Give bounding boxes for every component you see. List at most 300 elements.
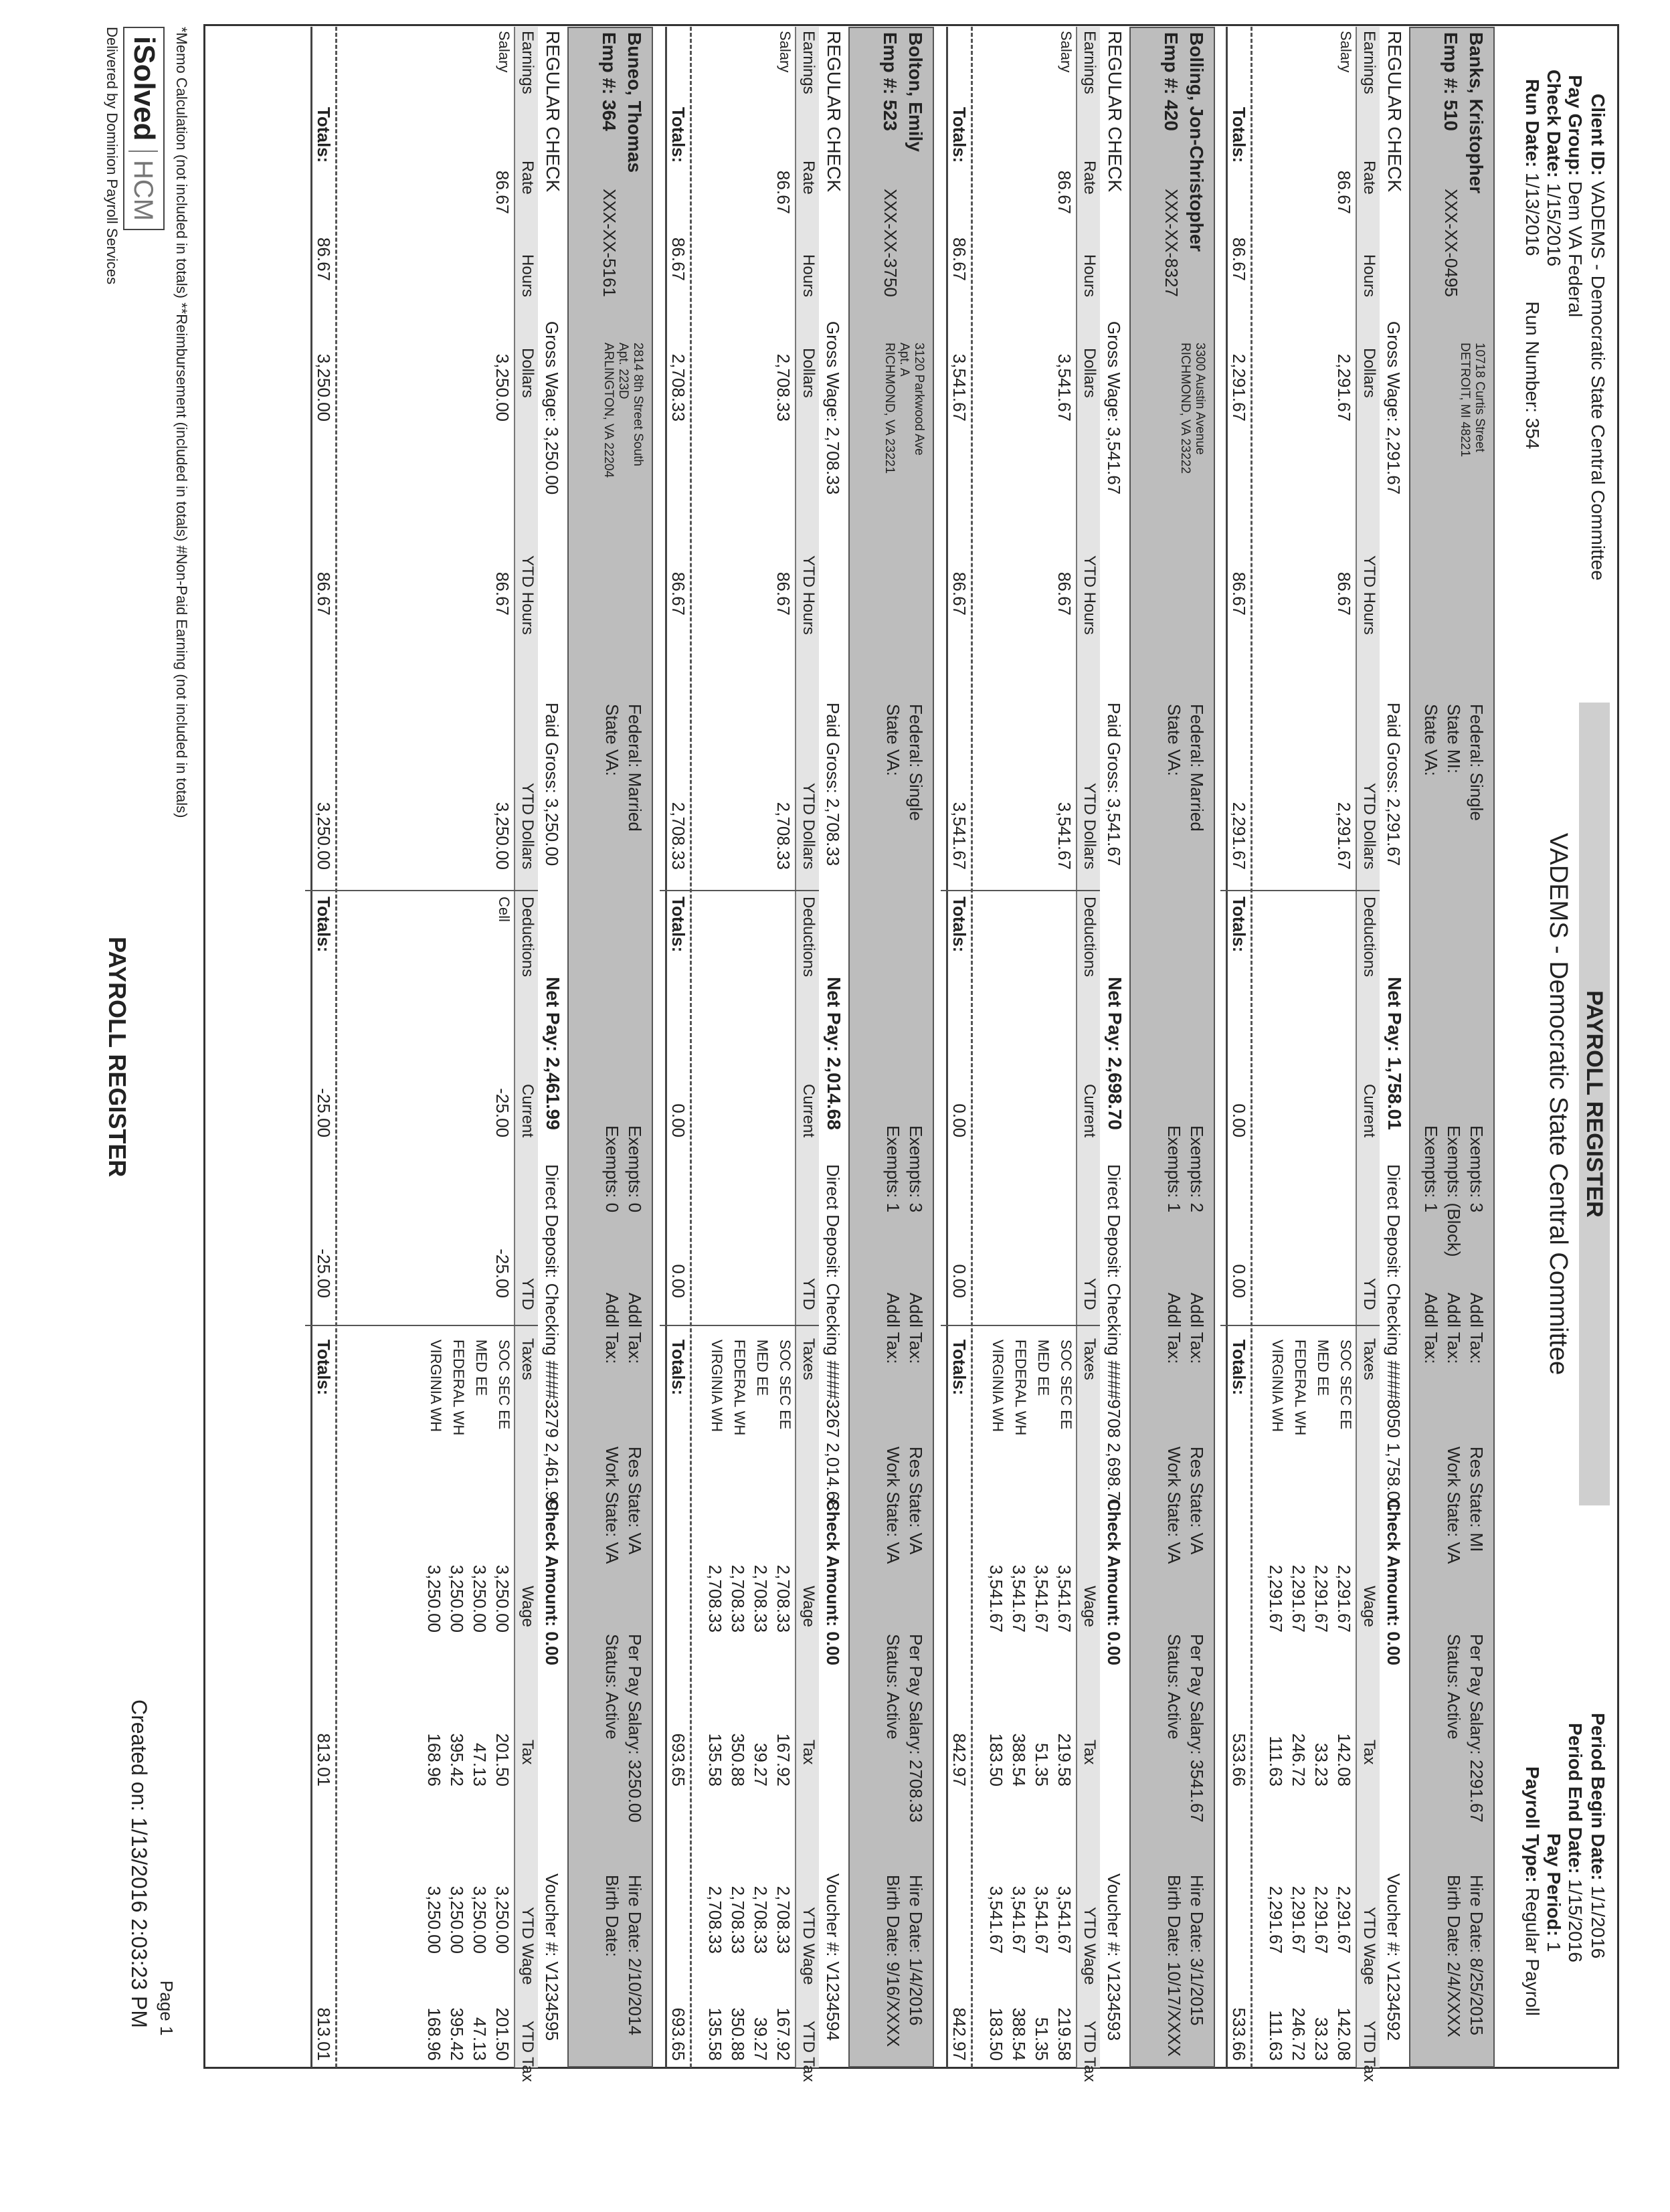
employee-ssn: XXX-XX-3750 xyxy=(880,189,901,297)
tax-name: MED EE xyxy=(473,1340,490,1396)
tax-wage: 3,250.00 xyxy=(470,1564,490,1633)
address-line: 2814 8th Street South xyxy=(631,343,645,466)
logo-main-text: iSolved xyxy=(128,36,161,141)
period-begin-value: 1/1/2016 xyxy=(1588,1885,1608,1959)
column-divider xyxy=(660,1325,819,1326)
run-date-row xyxy=(1521,79,1543,449)
totals-hours: 86.67 xyxy=(314,237,334,281)
ytd-header: YTD xyxy=(1081,1278,1099,1310)
res-state: Res State: VA xyxy=(906,1447,926,1555)
tax-wage: 3,541.67 xyxy=(1009,1564,1029,1633)
tax-wage: 3,250.00 xyxy=(447,1564,467,1633)
earn-ytd-dollars: 3,541.67 xyxy=(1054,802,1075,870)
tax-wage: 3,541.67 xyxy=(1032,1564,1052,1633)
tax-ytd-tax: 246.72 xyxy=(1289,2007,1309,2061)
totals-ytd-hours: 86.67 xyxy=(949,571,969,616)
column-header-row xyxy=(1076,27,1100,2082)
earn-rate: 86.67 xyxy=(1334,170,1354,214)
totals-dollars: 2,291.67 xyxy=(1229,353,1249,422)
rate-header: Rate xyxy=(1081,161,1099,195)
column-divider xyxy=(941,890,1100,891)
tax-ytd-tax: 183.50 xyxy=(986,2007,1006,2061)
employee-header xyxy=(567,27,653,2067)
deductions-header: Deductions xyxy=(1360,897,1378,978)
employee-block xyxy=(1220,27,1495,2082)
totals-ytd: -25.00 xyxy=(314,1249,334,1298)
address-line: 10718 Curtis Street xyxy=(1473,343,1487,452)
address-line: DETROIT, MI 48221 xyxy=(1458,343,1472,458)
earn-dollars: 3,250.00 xyxy=(492,353,513,422)
hours-header: Hours xyxy=(1360,254,1378,298)
ytd-hours-header: YTD Hours xyxy=(1360,555,1378,635)
tax-header: Tax xyxy=(800,1740,818,1765)
column-divider xyxy=(1220,890,1380,891)
work-state: Work State: VA xyxy=(1444,1447,1464,1564)
run-date-label: Run Date: xyxy=(1522,79,1543,168)
earn-ytd-hours: 86.67 xyxy=(1334,571,1354,616)
deductions-header: Deductions xyxy=(519,897,537,978)
tax-ytd-tax: 135.58 xyxy=(705,2007,725,2061)
column-header-row xyxy=(795,27,819,2082)
tax-ytd-wage: 2,708.33 xyxy=(705,1885,725,1954)
employee-name: Buneo, Thomas xyxy=(624,32,645,173)
payroll-type-value: Regular Payroll xyxy=(1522,1887,1543,2016)
res-state: Res State: VA xyxy=(625,1447,645,1555)
employee-status: Status: Active xyxy=(883,1634,903,1740)
employee-header xyxy=(1409,27,1495,2067)
direct-deposit: Direct Deposit: Checking ####3279 2,461.99 xyxy=(542,1164,562,1511)
employee-number: Emp #: 364 xyxy=(599,32,620,131)
tax-wage: 2,708.33 xyxy=(773,1564,794,1633)
current-header: Current xyxy=(1081,1084,1099,1138)
net-pay: Net Pay: 2,698.70 xyxy=(1105,977,1125,1130)
ytd-tax-header: YTD Tax xyxy=(1360,2021,1378,2082)
client-id-value: VADEMS - Democratic State Central Committee xyxy=(1588,181,1608,581)
tax-ytd-tax: 219.58 xyxy=(1054,2007,1075,2061)
tax-wage: 2,708.33 xyxy=(705,1564,725,1633)
tax-ytd-wage: 2,291.67 xyxy=(1289,1885,1309,1954)
earn-rate: 86.67 xyxy=(492,170,513,214)
wage-header: Wage xyxy=(1360,1586,1378,1627)
current-header: Current xyxy=(1360,1084,1378,1138)
state-line: State VA: xyxy=(883,704,903,776)
work-state: Work State: VA xyxy=(602,1447,622,1564)
net-pay: Net Pay: 1,758.01 xyxy=(1384,977,1405,1130)
dollars-header: Dollars xyxy=(1360,348,1378,398)
employee-name: Bolling, Jon-Christopher xyxy=(1186,32,1207,252)
tax-amount: 350.88 xyxy=(728,1733,748,1786)
paid-gross: Paid Gross: 2,291.67 xyxy=(1384,703,1404,866)
pay-group-value: Dem VA Federal xyxy=(1565,181,1586,318)
employee-block xyxy=(660,27,934,2082)
employee-number: Emp #: 510 xyxy=(1441,32,1461,131)
hire-date: Hire Date: 8/25/2015 xyxy=(1467,1875,1487,2035)
check-date-label: Check Date: xyxy=(1544,70,1564,178)
address-line: Apt. 223D xyxy=(616,343,630,399)
regular-check-row xyxy=(537,27,567,2067)
hours-header: Hours xyxy=(800,254,818,298)
addl-tax: Addl Tax: xyxy=(602,1293,622,1364)
hours-header: Hours xyxy=(1081,254,1099,298)
gross-wage: Gross Wage: 3,541.67 xyxy=(1104,321,1124,495)
tax-name: SOC SEC EE xyxy=(1058,1340,1075,1430)
tax-amount: 135.58 xyxy=(705,1733,725,1786)
federal-status: Federal: Married xyxy=(1187,704,1207,832)
tax-ytd-tax: 167.92 xyxy=(773,2007,794,2061)
page-number: Page 1 xyxy=(157,1980,177,2036)
tax-amount: 201.50 xyxy=(492,1733,513,1786)
tax-ytd-wage: 2,291.67 xyxy=(1334,1885,1354,1954)
earn-dollars: 2,708.33 xyxy=(773,353,794,422)
run-date-value: 1/13/2016 xyxy=(1522,173,1543,256)
employee-status: Status: Active xyxy=(1444,1634,1464,1740)
direct-deposit: Direct Deposit: Checking ####9708 2,698.70 xyxy=(1104,1164,1124,1511)
client-name-heading: VADEMS - Democratic State Central Committee xyxy=(1544,832,1572,1376)
tax-wage: 2,291.67 xyxy=(1334,1564,1354,1633)
client-id-label: Client ID: xyxy=(1588,94,1608,176)
state-line: State VA: xyxy=(1421,704,1441,776)
federal-status: Federal: Single xyxy=(1467,704,1487,821)
tax-name: FEDERAL WH xyxy=(450,1340,467,1436)
wage-header: Wage xyxy=(1081,1586,1099,1627)
rate-header: Rate xyxy=(1360,161,1378,195)
period-end-row xyxy=(1564,1723,1586,1962)
address-line: RICHMOND, VA 23222 xyxy=(1178,343,1192,474)
taxes-totals-label: Totals: xyxy=(949,1340,969,1396)
check-amount: Check Amount: 0.00 xyxy=(823,1499,843,1665)
ytd-dollars-header: YTD Dollars xyxy=(800,783,818,870)
totals-ytd: 0.00 xyxy=(949,1264,969,1298)
earn-ytd-dollars: 2,708.33 xyxy=(773,802,794,870)
salary-label: Salary xyxy=(777,31,794,73)
regular-check-row xyxy=(1099,27,1129,2067)
employee-ssn: XXX-XX-0495 xyxy=(1441,189,1461,297)
totals-ytd-dollars: 3,541.67 xyxy=(949,802,969,870)
totals-ytd-hours: 86.67 xyxy=(314,571,334,616)
per-pay-salary: Per Pay Salary: 3541.67 xyxy=(1187,1634,1207,1823)
totals-row xyxy=(665,27,692,2067)
hours-header: Hours xyxy=(519,254,537,298)
tax-ytd-tax: 388.54 xyxy=(1009,2007,1029,2061)
tax-ytd-tax: 142.08 xyxy=(1334,2007,1354,2061)
tax-ytd-wage: 3,250.00 xyxy=(447,1885,467,1954)
exempts: Exempts: 2 xyxy=(1187,1125,1207,1213)
current-header: Current xyxy=(800,1084,818,1138)
earnings-totals-label: Totals: xyxy=(668,107,688,163)
direct-deposit: Direct Deposit: Checking ####8050 1,758.01 xyxy=(1384,1164,1404,1511)
earnings-header: Earnings xyxy=(800,31,818,94)
tax-ytd-tax: 111.63 xyxy=(1266,2010,1286,2061)
earnings-header: Earnings xyxy=(519,31,537,94)
wage-header: Wage xyxy=(800,1586,818,1627)
salary-label: Salary xyxy=(496,31,513,73)
ytd-tax-header: YTD Tax xyxy=(519,2021,537,2082)
gross-wage: Gross Wage: 3,250.00 xyxy=(542,321,562,495)
tax-header: Tax xyxy=(1360,1740,1378,1765)
footer-memo: *Memo Calculation (not included in totals) **Reimbursement (included in totals) #Non-Paid Earning (not included in totals) xyxy=(173,27,190,818)
earnings-header: Earnings xyxy=(1081,31,1099,94)
totals-ytd-tax: 842.97 xyxy=(949,2007,969,2061)
earnings-totals-label: Totals: xyxy=(949,107,969,163)
check-amount: Check Amount: 0.00 xyxy=(542,1499,562,1665)
earn-rate: 86.67 xyxy=(773,170,794,214)
totals-current: 0.00 xyxy=(1229,1103,1249,1137)
tax-wage: 3,541.67 xyxy=(1054,1564,1075,1633)
totals-ytd-tax: 813.01 xyxy=(314,2007,334,2061)
column-header-row xyxy=(1356,27,1380,2082)
pay-period-row xyxy=(1543,1833,1564,1952)
address-line: Apt. A xyxy=(897,343,911,377)
salary-label: Salary xyxy=(1337,31,1354,73)
employee-number: Emp #: 523 xyxy=(880,32,901,131)
regular-check-label: REGULAR CHECK xyxy=(1384,31,1405,193)
deduction-name: Cell xyxy=(496,897,513,922)
net-pay: Net Pay: 2,461.99 xyxy=(543,977,563,1130)
earn-ytd-hours: 86.67 xyxy=(492,571,513,616)
check-date-value: 1/15/2016 xyxy=(1544,183,1564,267)
ytd-tax-header: YTD Tax xyxy=(800,2021,818,2082)
column-divider xyxy=(941,1325,1100,1326)
totals-tax: 842.97 xyxy=(949,1733,969,1786)
totals-ytd-dollars: 3,250.00 xyxy=(314,802,334,870)
per-pay-salary: Per Pay Salary: 3250.00 xyxy=(625,1634,645,1823)
addl-tax: Addl Tax: xyxy=(1444,1293,1464,1364)
address-line: 3300 Austin Avenue xyxy=(1193,343,1207,455)
ytd-wage-header: YTD Wage xyxy=(1360,1907,1378,1985)
deductions-totals-label: Totals: xyxy=(1229,897,1249,953)
tax-ytd-wage: 2,708.33 xyxy=(773,1885,794,1954)
period-begin-row xyxy=(1587,1713,1608,1958)
regular-check-label: REGULAR CHECK xyxy=(824,31,844,193)
check-amount: Check Amount: 0.00 xyxy=(1104,1499,1124,1665)
earn-dollars: 2,291.67 xyxy=(1334,353,1354,422)
employee-ssn: XXX-XX-8327 xyxy=(1162,189,1182,297)
tax-wage: 3,250.00 xyxy=(424,1564,444,1633)
earn-rate: 86.67 xyxy=(1054,170,1075,214)
tax-name: VIRGINIA WH xyxy=(1269,1340,1286,1433)
tax-name: SOC SEC EE xyxy=(496,1340,513,1430)
paid-gross: Paid Gross: 3,541.67 xyxy=(1104,703,1124,866)
tax-name: FEDERAL WH xyxy=(1292,1340,1309,1436)
totals-hours: 86.67 xyxy=(668,237,688,281)
ytd-dollars-header: YTD Dollars xyxy=(1360,783,1378,870)
totals-dollars: 3,541.67 xyxy=(949,353,969,422)
totals-ytd: 0.00 xyxy=(1229,1264,1249,1298)
employee-name: Banks, Kristopher xyxy=(1466,32,1487,194)
totals-current: -25.00 xyxy=(314,1088,334,1137)
payroll-type-row xyxy=(1521,1766,1543,2016)
tax-wage: 3,541.67 xyxy=(986,1564,1006,1633)
birth-date: Birth Date: xyxy=(602,1875,622,1957)
wage-header: Wage xyxy=(519,1586,537,1627)
hire-date: Hire Date: 1/4/2016 xyxy=(906,1875,926,2026)
pay-group-row xyxy=(1564,75,1586,317)
tax-name: VIRGINIA WH xyxy=(709,1340,725,1433)
regular-check-row xyxy=(818,27,848,2067)
totals-ytd-dollars: 2,291.67 xyxy=(1229,802,1249,870)
birth-date: Birth Date: 9/16/XXXX xyxy=(883,1875,903,2047)
employee-number: Emp #: 420 xyxy=(1161,32,1182,131)
tax-wage: 2,708.33 xyxy=(728,1564,748,1633)
tax-amount: 395.42 xyxy=(447,1733,467,1786)
deduction-ytd: -25.00 xyxy=(492,1249,513,1298)
addl-tax: Addl Tax: xyxy=(1421,1293,1441,1364)
tax-ytd-wage: 3,541.67 xyxy=(1009,1885,1029,1954)
tax-amount: 51.35 xyxy=(1032,1742,1052,1786)
earn-ytd-hours: 86.67 xyxy=(773,571,794,616)
current-header: Current xyxy=(519,1084,537,1138)
earnings-header: Earnings xyxy=(1360,31,1378,94)
tax-ytd-wage: 3,541.67 xyxy=(986,1885,1006,1954)
tax-amount: 167.92 xyxy=(773,1733,794,1786)
tax-name: MED EE xyxy=(1315,1340,1331,1396)
column-divider xyxy=(660,890,819,891)
work-state: Work State: VA xyxy=(1164,1447,1184,1564)
tax-amount: 246.72 xyxy=(1289,1733,1309,1786)
ytd-dollars-header: YTD Dollars xyxy=(519,783,537,870)
tax-amount: 111.63 xyxy=(1266,1736,1286,1786)
per-pay-salary: Per Pay Salary: 2708.33 xyxy=(906,1634,926,1823)
totals-current: 0.00 xyxy=(668,1103,688,1137)
hire-date: Hire Date: 3/1/2015 xyxy=(1187,1875,1207,2026)
column-header-row xyxy=(514,27,538,2082)
exempts: Exempts: 0 xyxy=(602,1125,622,1213)
tax-amount: 219.58 xyxy=(1054,1733,1075,1786)
tax-name: SOC SEC EE xyxy=(1337,1340,1354,1430)
totals-dollars: 2,708.33 xyxy=(668,353,688,422)
tax-ytd-wage: 2,708.33 xyxy=(751,1885,771,1954)
deductions-totals-label: Totals: xyxy=(668,897,688,953)
addl-tax: Addl Tax: xyxy=(1187,1293,1207,1364)
exempts: Exempts: 1 xyxy=(1164,1125,1184,1213)
totals-row xyxy=(310,27,337,2067)
net-pay: Net Pay: 2,014.68 xyxy=(824,977,844,1130)
tax-ytd-wage: 3,541.67 xyxy=(1032,1885,1052,1954)
tax-amount: 39.27 xyxy=(751,1742,771,1786)
state-line: State VA: xyxy=(1164,704,1184,776)
taxes-header: Taxes xyxy=(800,1338,818,1380)
exempts: Exempts: 3 xyxy=(1467,1125,1487,1213)
employee-name: Bolton, Emily xyxy=(905,32,926,152)
gross-wage: Gross Wage: 2,708.33 xyxy=(823,321,843,495)
tax-ytd-wage: 3,541.67 xyxy=(1054,1885,1075,1954)
tax-name: VIRGINIA WH xyxy=(990,1340,1006,1433)
rate-header: Rate xyxy=(800,161,818,195)
tax-ytd-tax: 47.13 xyxy=(470,2017,490,2061)
tax-ytd-tax: 395.42 xyxy=(447,2007,467,2061)
tax-amount: 168.96 xyxy=(424,1733,444,1786)
footer-title: PAYROLL REGISTER xyxy=(104,937,131,1178)
totals-ytd-tax: 533.66 xyxy=(1229,2007,1249,2061)
ytd-wage-header: YTD Wage xyxy=(800,1907,818,1985)
tax-ytd-tax: 51.35 xyxy=(1032,2017,1052,2061)
paid-gross: Paid Gross: 2,708.33 xyxy=(823,703,843,866)
employee-block xyxy=(941,27,1215,2082)
earnings-totals-label: Totals: xyxy=(314,107,334,163)
tax-amount: 142.08 xyxy=(1334,1733,1354,1786)
voucher-number: Voucher #: V1234592 xyxy=(1384,1873,1404,2041)
tax-ytd-wage: 3,250.00 xyxy=(470,1885,490,1954)
voucher-number: Voucher #: V1234595 xyxy=(542,1873,562,2041)
logo-hcm-text: HCM xyxy=(128,151,158,221)
ytd-hours-header: YTD Hours xyxy=(800,555,818,635)
tax-ytd-tax: 33.23 xyxy=(1311,2017,1331,2061)
totals-ytd-hours: 86.67 xyxy=(668,571,688,616)
tax-ytd-wage: 2,291.67 xyxy=(1266,1885,1286,1954)
totals-ytd: 0.00 xyxy=(668,1264,688,1298)
dollars-header: Dollars xyxy=(800,348,818,398)
tax-name: FEDERAL WH xyxy=(731,1340,748,1436)
federal-status: Federal: Single xyxy=(906,704,926,821)
tax-ytd-tax: 39.27 xyxy=(751,2017,771,2061)
employee-ssn: XXX-XX-5161 xyxy=(599,189,620,297)
federal-status: Federal: Married xyxy=(625,704,645,832)
ytd-dollars-header: YTD Dollars xyxy=(1081,783,1099,870)
taxes-totals-label: Totals: xyxy=(668,1340,688,1396)
tax-name: MED EE xyxy=(754,1340,771,1396)
birth-date: Birth Date: 10/17/XXXX xyxy=(1164,1875,1184,2057)
exempts: Exempts: 0 xyxy=(625,1125,645,1213)
res-state: Res State: MI xyxy=(1467,1447,1487,1552)
employee-status: Status: Active xyxy=(1164,1634,1184,1740)
hire-date: Hire Date: 2/10/2014 xyxy=(625,1875,645,2035)
run-number: Run Number: 354 xyxy=(1522,301,1543,450)
tax-amount: 388.54 xyxy=(1009,1733,1029,1786)
addl-tax: Addl Tax: xyxy=(625,1293,645,1364)
regular-check-label: REGULAR CHECK xyxy=(1105,31,1125,193)
work-state: Work State: VA xyxy=(883,1447,903,1564)
totals-row xyxy=(946,27,973,2067)
ytd-wage-header: YTD Wage xyxy=(519,1907,537,1985)
totals-row xyxy=(1226,27,1252,2067)
address-line: RICHMOND, VA 23221 xyxy=(883,343,897,474)
tax-name: SOC SEC EE xyxy=(777,1340,794,1430)
taxes-header: Taxes xyxy=(1081,1338,1099,1380)
totals-ytd-dollars: 2,708.33 xyxy=(668,802,688,870)
deductions-header: Deductions xyxy=(1081,897,1099,978)
deductions-header: Deductions xyxy=(800,897,818,978)
earn-dollars: 3,541.67 xyxy=(1054,353,1075,422)
ytd-header: YTD xyxy=(1360,1278,1378,1310)
logo-subtitle: Delivered by Dominion Payroll Services xyxy=(104,27,120,285)
column-divider xyxy=(305,890,538,891)
tax-wage: 2,291.67 xyxy=(1311,1564,1331,1633)
tax-header: Tax xyxy=(519,1740,537,1765)
totals-ytd-tax: 693.65 xyxy=(668,2007,688,2061)
employee-status: Status: Active xyxy=(602,1634,622,1740)
tax-wage: 2,291.67 xyxy=(1289,1564,1309,1633)
addl-tax: Addl Tax: xyxy=(906,1293,926,1364)
employee-header xyxy=(1129,27,1215,2067)
period-begin-label: Period Begin Date: xyxy=(1588,1713,1608,1881)
addl-tax: Addl Tax: xyxy=(1467,1293,1487,1364)
tax-ytd-wage: 2,291.67 xyxy=(1311,1885,1331,1954)
taxes-totals-label: Totals: xyxy=(314,1340,334,1396)
earn-ytd-hours: 86.67 xyxy=(1054,571,1075,616)
exempts: Exempts: 1 xyxy=(1421,1125,1441,1213)
pay-group-label: Pay Group: xyxy=(1565,75,1586,176)
employee-header xyxy=(848,27,934,2067)
deduction-current: -25.00 xyxy=(492,1088,513,1137)
birth-date: Birth Date: 2/4/XXXX xyxy=(1444,1875,1464,2037)
exempts: Exempts: (Block) xyxy=(1444,1125,1464,1257)
totals-hours: 86.67 xyxy=(1229,237,1249,281)
period-end-value: 1/15/2016 xyxy=(1565,1879,1586,1962)
taxes-header: Taxes xyxy=(1360,1338,1378,1380)
dollars-header: Dollars xyxy=(1081,348,1099,398)
created-on: Created on: 1/13/2016 2:03:23 PM xyxy=(127,1699,151,2029)
ytd-hours-header: YTD Hours xyxy=(519,555,537,635)
